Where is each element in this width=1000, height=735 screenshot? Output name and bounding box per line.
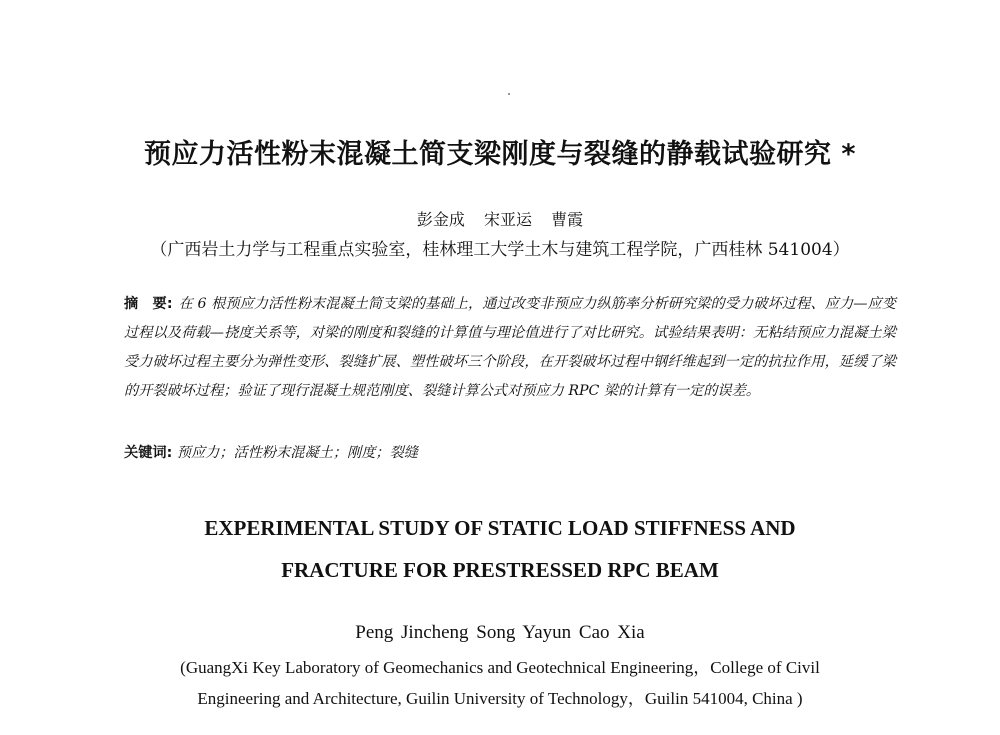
chinese-keywords xyxy=(124,442,896,462)
chinese-abstract xyxy=(124,290,896,406)
english-authors: Peng Jincheng Song Yayun Cao Xia xyxy=(355,622,645,643)
english-title-line-1: EXPERIMENTAL STUDY OF STATIC LOAD STIFFNESS AND xyxy=(204,516,796,540)
scan-speck xyxy=(508,93,510,95)
abstract-text: 在 6 根预应力活性粉末混凝土简支梁的基础上，通过改变非预应力纵筋率分析研究梁的受力破坏过程、应力—应变过程以及荷载—挠度关系等，对梁的刚度和裂缝的计算值与理论值进行了对比研究。试验结果表明：无粘结预应力混凝土梁受力破坏过程主要分为弹性变形、裂缝扩展、塑性破坏三个阶段，在开裂破坏过程中钢纤维起到一定的抗拉作用，延缓了梁的开裂破坏过程；验证了现行混凝土规范刚度、裂缝计算公式对预应力 RPC 梁的计算有一定的误差。 xyxy=(124,296,896,399)
chinese-affiliation: （广西岩土力学与工程重点实验室，桂林理工大学土木与建筑工程学院，广西桂林 541004） xyxy=(150,240,850,260)
english-title-line-2: FRACTURE FOR PRESTRESSED RPC BEAM xyxy=(281,558,719,582)
keywords-label: 关键词: xyxy=(124,445,173,461)
english-affiliation xyxy=(0,652,1000,714)
english-affiliation-line-2: Engineering and Architecture, Guilin University of Technology，Guilin 541004, China ) xyxy=(197,689,803,708)
keywords-text: 预应力；活性粉末混凝土；刚度；裂缝 xyxy=(172,445,418,461)
english-title xyxy=(0,507,1000,591)
chinese-title: 预应力活性粉末混凝土简支梁刚度与裂缝的静载试验研究 * xyxy=(143,139,857,170)
abstract-label: 摘 要: xyxy=(124,296,173,312)
chinese-authors: 彭金成 宋亚运 曹霞 xyxy=(416,210,584,229)
english-affiliation-line-1: (GuangXi Key Laboratory of Geomechanics and Geotechnical Engineering，College of Civil xyxy=(180,658,820,677)
